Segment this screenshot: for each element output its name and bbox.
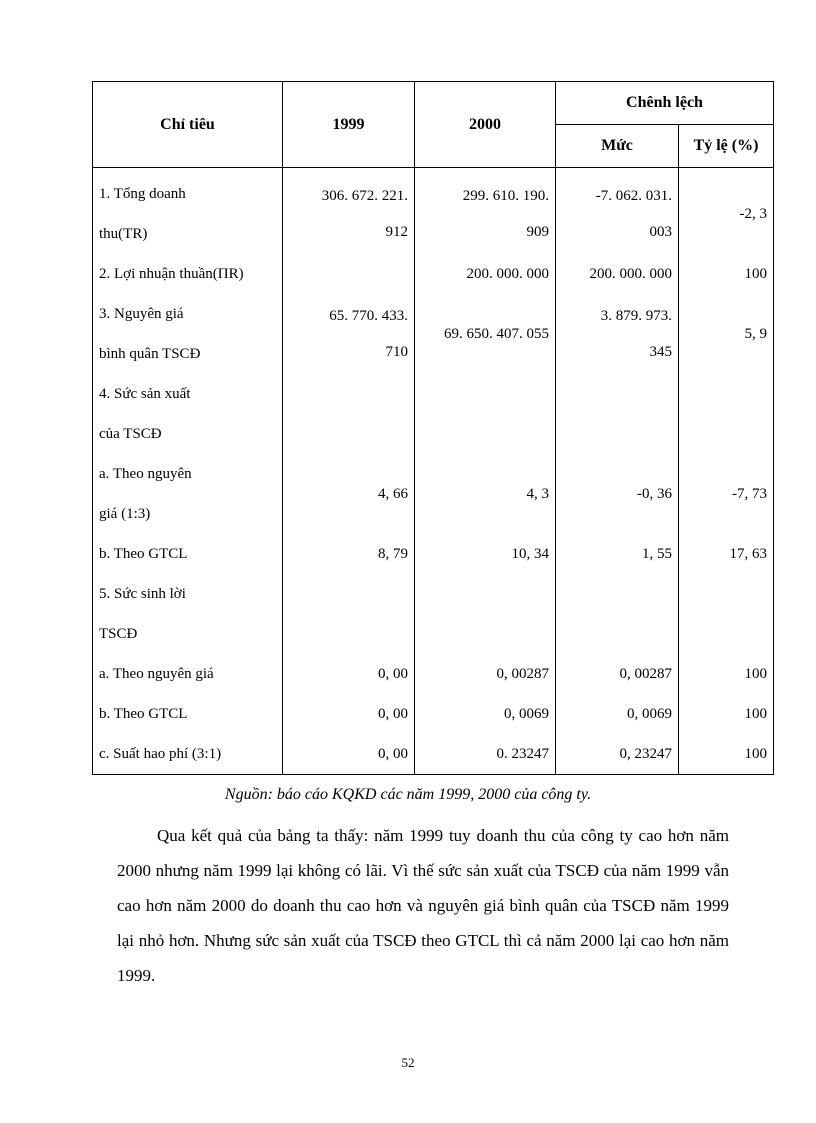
cell-line: 0, 00: [378, 706, 408, 722]
cell-line: -2, 3: [739, 206, 767, 222]
value-1999: [283, 694, 415, 734]
cell-line: 0, 0069: [627, 706, 672, 722]
cell-line: 100: [744, 666, 767, 682]
cell-line: 69. 650. 407. 055: [444, 326, 549, 342]
value-1999: [283, 168, 415, 255]
difference-ratio: [679, 534, 774, 574]
cell-line: 4. Sức sản xuất: [99, 386, 191, 402]
cell-line: a. Theo nguyên: [99, 466, 192, 482]
value-1999: [283, 374, 415, 454]
difference-amount: [556, 654, 679, 694]
header-difference: Chênh lệch: [556, 82, 774, 125]
value-1999: [283, 294, 415, 374]
difference-ratio: [679, 654, 774, 694]
cell-line: [289, 396, 408, 432]
cell-line: TSCĐ: [99, 626, 138, 642]
value-2000: [415, 168, 556, 255]
difference-amount: [556, 734, 679, 775]
cell-line: [562, 596, 672, 632]
cell-line: 17, 63: [729, 546, 767, 562]
value-1999: [283, 574, 415, 654]
paragraph-text: Qua kết quả của bảng ta thấy: năm 1999 tuy doanh thu của công ty cao hơn năm 2000 nhưng năm 1999 lại không có lãi. Vì thế sức sản xuất của TSCĐ của năm 1999 vẫn cao hơn năm 2000 do doanh thu cao hơn và nguyên giá bình quân của TSCĐ năm 1999 lại nhỏ hơn. Nhưng sức sản xuất của TSCĐ theo GTCL thì cả năm 2000 lại cao hơn năm 1999.: [117, 826, 729, 985]
cell-line: 100: [744, 266, 767, 282]
difference-ratio: [679, 294, 774, 374]
value-2000: [415, 374, 556, 454]
page-number: 52: [401, 1055, 415, 1070]
row-label: [93, 734, 283, 775]
difference-ratio: [679, 374, 774, 454]
row-label: [93, 294, 283, 374]
cell-line: 912: [385, 224, 408, 240]
table-row: [93, 734, 774, 775]
row-label: [93, 534, 283, 574]
value-2000: [415, 254, 556, 294]
value-1999: [283, 534, 415, 574]
cell-line: 4, 66: [378, 486, 408, 502]
cell-line: b. Theo GTCL: [99, 706, 188, 722]
cell-line: [289, 596, 408, 632]
value-2000: [415, 534, 556, 574]
table-row: [93, 694, 774, 734]
cell-line: 710: [385, 344, 408, 360]
cell-line: 345: [649, 344, 672, 360]
cell-line: 306. 672. 221.: [321, 188, 408, 204]
difference-amount: [556, 694, 679, 734]
difference-amount: [556, 574, 679, 654]
cell-line: [562, 396, 672, 432]
cell-line: giá (1:3): [99, 506, 151, 522]
cell-line: bình quân TSCĐ: [99, 346, 201, 362]
difference-amount: [556, 374, 679, 454]
cell-line: [421, 396, 549, 432]
difference-ratio: [679, 734, 774, 775]
difference-amount: [556, 254, 679, 294]
source-note: Nguồn: báo cáo KQKD các năm 1999, 2000 của công ty.: [224, 786, 592, 803]
cell-line: 0, 00: [378, 746, 408, 762]
cell-line: a. Theo nguyên giá: [99, 666, 214, 682]
value-2000: [415, 294, 556, 374]
cell-line: 0, 23247: [619, 746, 672, 762]
cell-line: 200. 000. 000: [466, 266, 549, 282]
value-2000: [415, 694, 556, 734]
cell-line: [685, 396, 767, 432]
cell-line: [289, 256, 408, 292]
cell-line: 1. Tổng doanh: [99, 186, 186, 202]
value-1999: [283, 454, 415, 534]
row-label: [93, 654, 283, 694]
value-2000: [415, 454, 556, 534]
row-label: [93, 694, 283, 734]
difference-ratio: [679, 454, 774, 534]
cell-line: b. Theo GTCL: [99, 546, 188, 562]
cell-line: 299. 610. 190.: [462, 188, 549, 204]
table-row: [93, 168, 774, 255]
cell-line: -7, 73: [732, 486, 767, 502]
cell-line: 100: [744, 746, 767, 762]
value-2000: [415, 574, 556, 654]
cell-line: 3. Nguyên giá: [99, 306, 184, 322]
cell-line: 8, 79: [378, 546, 408, 562]
row-label: [93, 168, 283, 255]
cell-line: thu(TR): [99, 226, 148, 242]
table-row: [93, 654, 774, 694]
difference-amount: [556, 168, 679, 255]
table-row: [93, 534, 774, 574]
cell-line: 0, 00287: [496, 666, 549, 682]
table-row: [93, 294, 774, 374]
cell-line: 2. Lợi nhuận thuần(ΠR): [99, 266, 244, 282]
row-label: [93, 574, 283, 654]
cell-line: c. Suất hao phí (3:1): [99, 746, 222, 762]
difference-ratio: [679, 168, 774, 255]
value-1999: [283, 254, 415, 294]
difference-amount: [556, 534, 679, 574]
header-indicator: Chỉ tiêu: [93, 82, 283, 168]
difference-ratio: [679, 254, 774, 294]
cell-line: 4, 3: [526, 486, 549, 502]
value-1999: [283, 654, 415, 694]
cell-line: 5, 9: [744, 326, 767, 342]
table-row: [93, 374, 774, 454]
cell-line: 1, 55: [642, 546, 672, 562]
difference-ratio: [679, 694, 774, 734]
financial-indicators-table: [92, 81, 774, 775]
cell-line: 0, 0069: [504, 706, 549, 722]
cell-line: 5. Sức sinh lời: [99, 586, 186, 602]
cell-line: -7. 062. 031.: [595, 188, 672, 204]
cell-line: 65. 770. 433.: [329, 308, 408, 324]
table-row: [93, 574, 774, 654]
cell-line: 003: [649, 224, 672, 240]
cell-line: [421, 596, 549, 632]
cell-line: của TSCĐ: [99, 426, 162, 442]
header-1999: 1999: [283, 82, 415, 168]
cell-line: 0, 00: [378, 666, 408, 682]
cell-line: 0. 23247: [496, 746, 549, 762]
row-label: [93, 454, 283, 534]
row-label: [93, 254, 283, 294]
cell-line: 100: [744, 706, 767, 722]
header-2000: 2000: [415, 82, 556, 168]
cell-line: 10, 34: [511, 546, 549, 562]
cell-line: 3. 879. 973.: [600, 308, 672, 324]
table-body: [93, 168, 774, 775]
header-amount: Mức: [556, 125, 679, 168]
value-2000: [415, 734, 556, 775]
cell-line: 200. 000. 000: [589, 266, 672, 282]
cell-line: 909: [526, 224, 549, 240]
table-row: [93, 254, 774, 294]
cell-line: 0, 00287: [619, 666, 672, 682]
value-1999: [283, 734, 415, 775]
difference-amount: [556, 454, 679, 534]
table-row: [93, 454, 774, 534]
body-paragraph: [117, 818, 729, 993]
row-label: [93, 374, 283, 454]
header-ratio: Tỷ lệ (%): [679, 125, 774, 168]
difference-ratio: [679, 574, 774, 654]
value-2000: [415, 654, 556, 694]
difference-amount: [556, 294, 679, 374]
cell-line: [685, 596, 767, 632]
cell-line: -0, 36: [637, 486, 672, 502]
